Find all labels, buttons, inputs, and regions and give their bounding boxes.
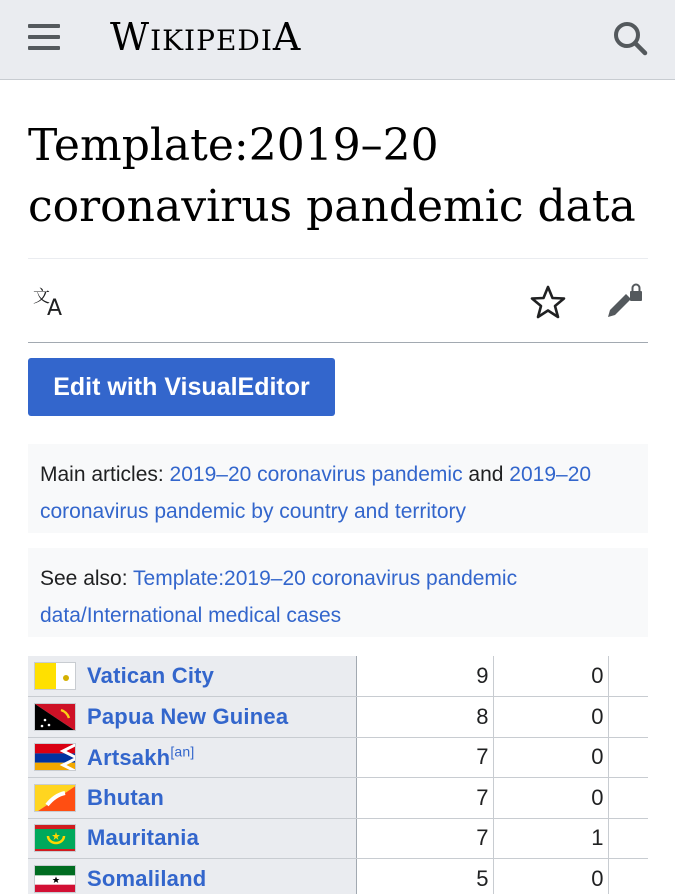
somaliland-flag-icon: [34, 865, 76, 893]
cases-cell: 8: [356, 697, 493, 738]
table-row: [28, 697, 648, 738]
cases-cell: 5: [356, 859, 493, 894]
deaths-cell: 1: [493, 818, 608, 859]
link-coronavirus-pandemic[interactable]: 2019–20 coronavirus pandemic: [169, 463, 463, 486]
cases-cell: 7: [356, 778, 493, 819]
artsakh-flag-icon: [34, 743, 76, 771]
main-articles-hatnote: [28, 444, 648, 533]
see-also-prefix: See also:: [40, 567, 134, 590]
empty-cell: [608, 656, 648, 697]
table-row: [28, 859, 648, 894]
cases-table: [28, 656, 648, 894]
country-name: Artsakh: [87, 745, 171, 770]
hatnote-prefix: Main articles:: [40, 463, 170, 486]
edit-with-visualeditor-button[interactable]: Edit with VisualEditor: [28, 358, 335, 416]
language-translate-icon[interactable]: [30, 284, 72, 320]
deaths-cell: 0: [493, 737, 608, 778]
country-link[interactable]: Somaliland: [87, 865, 207, 891]
deaths-cell: 0: [493, 656, 608, 697]
table-row: [28, 656, 648, 697]
footnote-marker[interactable]: [an]: [170, 743, 195, 760]
deaths-cell: 0: [493, 859, 608, 894]
star-icon[interactable]: [528, 283, 568, 321]
empty-cell: [608, 737, 648, 778]
table-row: [28, 778, 648, 819]
vatican-flag-icon: [34, 662, 76, 690]
papua-new-guinea-flag-icon: [34, 703, 76, 731]
svg-text:文: 文: [33, 287, 50, 307]
pencil-lock-icon[interactable]: [604, 282, 646, 320]
title-divider: [28, 258, 648, 259]
deaths-cell: 0: [493, 697, 608, 738]
empty-cell: [608, 859, 648, 894]
country-link[interactable]: Mauritania: [87, 825, 200, 851]
wikipedia-wordmark[interactable]: WIKIPEDIA: [110, 15, 302, 59]
hamburger-menu-icon[interactable]: [25, 20, 65, 56]
empty-cell: [608, 697, 648, 738]
link-pandemic-by-country[interactable]: 2019–20 coronavirus pandemic by country and territory: [40, 463, 592, 523]
search-icon[interactable]: [606, 14, 654, 62]
cases-cell: 9: [356, 656, 493, 697]
country-link[interactable]: Bhutan: [87, 784, 164, 810]
country-link[interactable]: [87, 745, 194, 770]
empty-cell: [608, 818, 648, 859]
hatnote-joiner: and: [462, 463, 510, 486]
link-international-medical-cases[interactable]: Template:2019–20 coronavirus pandemic data/International medical cases: [40, 567, 518, 627]
bhutan-flag-icon: [34, 784, 76, 812]
deaths-cell: 0: [493, 778, 608, 819]
empty-cell: [608, 778, 648, 819]
mauritania-flag-icon: [34, 824, 76, 852]
table-row: [28, 737, 648, 778]
svg-text:A: A: [47, 296, 63, 320]
table-row: [28, 818, 648, 859]
see-also-hatnote: [28, 548, 648, 637]
country-link[interactable]: Papua New Guinea: [87, 703, 289, 729]
cases-cell: 7: [356, 818, 493, 859]
country-link[interactable]: Vatican City: [87, 663, 215, 689]
actions-divider: [28, 342, 648, 343]
top-header-bar: [0, 0, 675, 80]
cases-cell: 7: [356, 737, 493, 778]
page-title: Template:2019–20 coronavirus pandemic data: [28, 120, 636, 232]
